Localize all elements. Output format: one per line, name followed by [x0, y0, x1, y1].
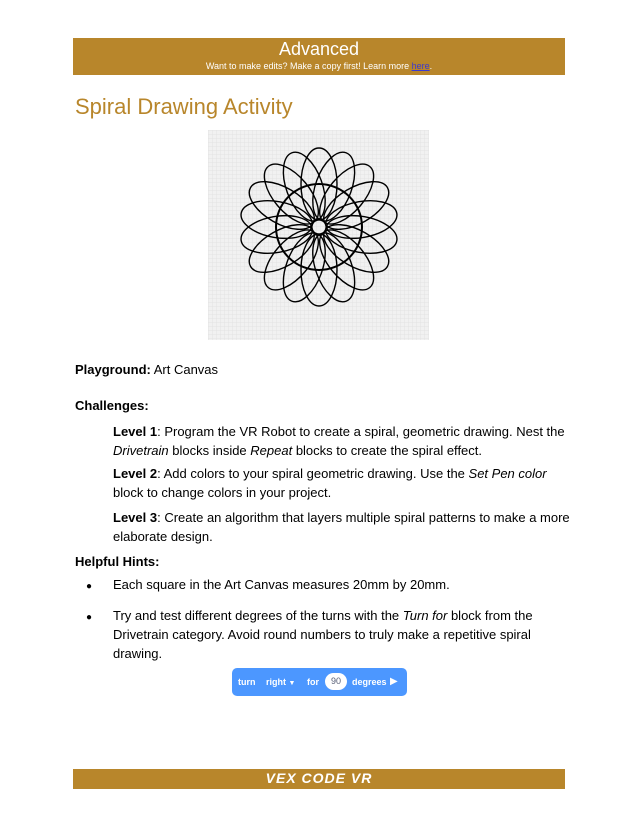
block-word-turn: turn	[238, 677, 256, 687]
level-3-text: : Create an algorithm that layers multiple spiral patterns to make a more elaborate design.	[113, 510, 570, 544]
level-2-emphasis-set-pen-color: Set Pen color	[468, 466, 547, 481]
banner-subtitle-end: .	[429, 61, 433, 71]
challenges-heading: Challenges:	[75, 398, 149, 413]
hint-item	[113, 606, 573, 663]
turn-for-code-block	[232, 668, 407, 696]
learn-more-link[interactable]: here	[411, 61, 430, 71]
level-1-text: : Program the VR Robot to create a spiral, geometric drawing. Nest the	[157, 424, 565, 439]
chevron-down-icon: ▼	[288, 680, 296, 687]
level-1-emphasis-repeat: Repeat	[250, 443, 293, 458]
hints-heading: Helpful Hints:	[75, 554, 160, 569]
banner-title: Advanced	[278, 39, 360, 59]
level-1-emphasis-drivetrain: Drivetrain	[113, 443, 169, 458]
footer-bar	[73, 769, 565, 789]
spiral-drawing-image	[208, 130, 429, 340]
hint-text-2: block from the Drivetrain category. Avoid round numbers to truly make a repetitive spiral drawing.	[113, 608, 533, 661]
level-1-label: Level 1	[113, 424, 158, 439]
hint-item: Each square in the Art Canvas measures 20mm by 20mm.	[113, 577, 450, 592]
challenge-level-3	[113, 508, 573, 546]
challenge-level-1	[113, 422, 573, 460]
hint-emphasis-turn-for: Turn for	[402, 608, 448, 623]
playground-value: Art Canvas	[150, 362, 219, 377]
level-3-label: Level 3	[113, 510, 158, 525]
level-2-label: Level 2	[113, 466, 158, 481]
level-2-text: : Add colors to your spiral geometric drawing. Use the	[157, 466, 469, 481]
playground-line	[75, 360, 218, 379]
vexcode-vr-logo: VEX CODE VR	[265, 770, 373, 786]
block-degrees-input: 90	[325, 673, 347, 690]
banner-subtitle-text: Want to make edits? Make a copy first! Learn more	[205, 61, 412, 71]
block-word-degrees: degrees	[352, 677, 387, 687]
block-dropdown	[266, 677, 295, 687]
play-icon: ▶	[390, 676, 398, 687]
hint-text: Try and test different degrees of the turns with the	[113, 608, 403, 623]
level-1-text-3: blocks to create the spiral effect.	[292, 443, 483, 458]
bullet-icon: ●	[86, 581, 93, 592]
block-word-for: for	[307, 677, 319, 687]
playground-label: Playground:	[75, 362, 151, 377]
banner-subtitle	[73, 60, 565, 72]
challenge-level-2	[113, 464, 573, 502]
level-2-text-2: block to change colors in your project.	[113, 485, 332, 500]
bullet-icon: ●	[86, 612, 93, 623]
block-dropdown-value: right	[266, 677, 286, 687]
page-title: Spiral Drawing Activity	[75, 94, 293, 119]
level-banner	[73, 38, 565, 75]
level-1-text-2: blocks inside	[168, 443, 251, 458]
